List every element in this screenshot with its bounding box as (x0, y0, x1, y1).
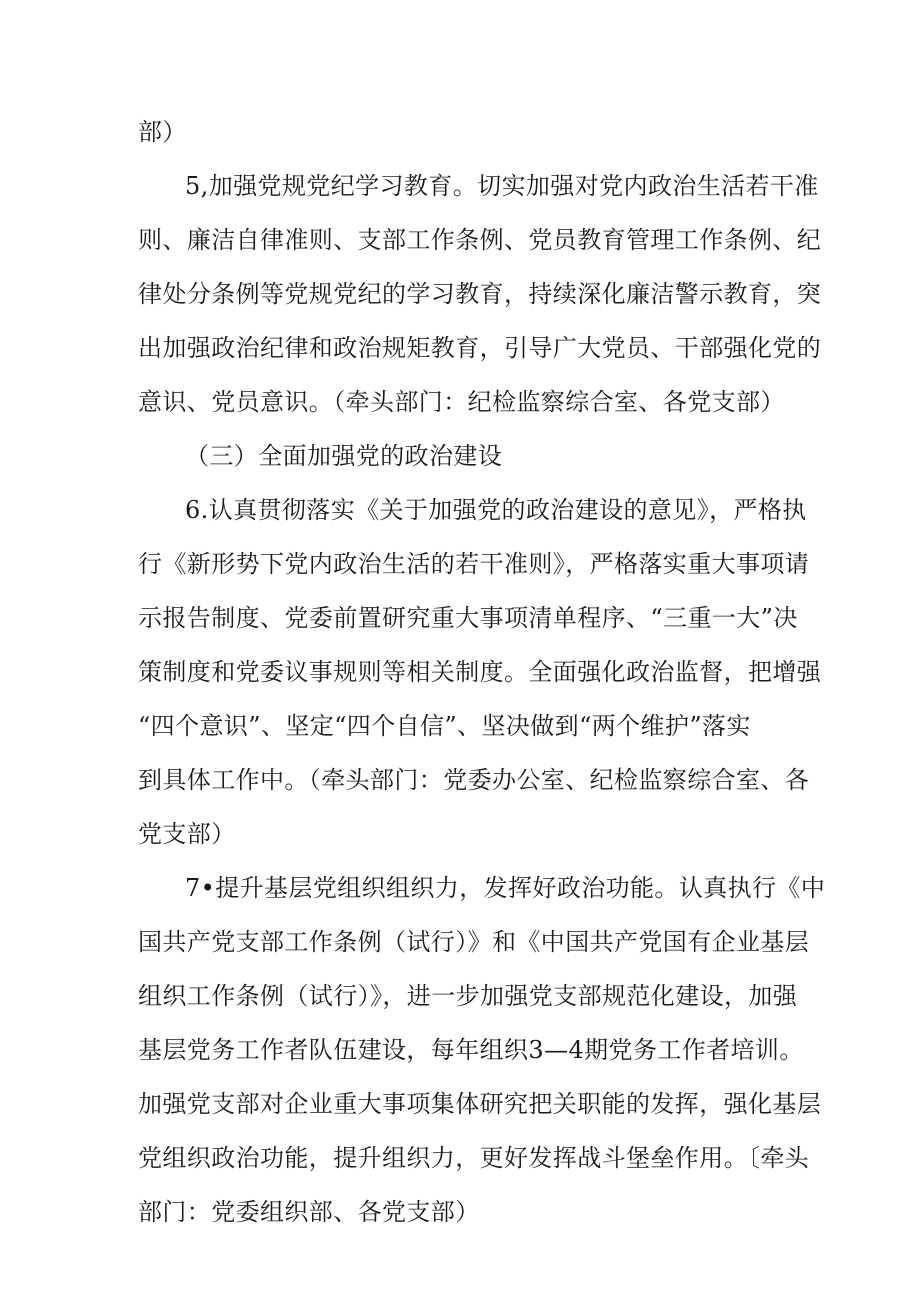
paragraph-7-first-line: 7•提升基层党组织组织力，发挥好政治功能。认真执行《中 (185, 874, 826, 902)
text-line: 党支部） (138, 820, 236, 848)
section-heading: （三）全面加强党的政治建设 (185, 442, 503, 470)
text-line: 部） (138, 118, 187, 146)
text-line: 出加强政治纪律和政治规矩教育，引导广大党员、干部强化党的 (138, 334, 822, 362)
text-line: 基层党务工作者队伍建设，每年组织3—4期党务工作者培训。 (138, 1036, 804, 1064)
text-line: 到具体工作中。（牵头部门：党委办公室、纪检监察综合室、各 (138, 766, 810, 794)
text-line: 部门：党委组织部、各党支部） (138, 1198, 480, 1226)
text-line: 意识、党员意识。（牵头部门：纪检监察综合室、各党支部） (138, 388, 785, 416)
text-line: 国共产党支部工作条例（试行）》和《中国共产党国有企业基层 (138, 928, 810, 956)
text-line: 加强党支部对企业重大事项集体研究把关职能的发挥，强化基层 (138, 1090, 822, 1118)
text-line: 策制度和党委议事规则等相关制度。全面强化政治监督，把增强 (138, 658, 822, 686)
text-line: 则、廉洁自律准则、支部工作条例、党员教育管理工作条例、纪 (138, 226, 822, 254)
text-line: 组织工作条例（试行）》，进一步加强党支部规范化建设，加强 (138, 982, 798, 1010)
paragraph-5-first-line: 5,加强党规党纪学习教育。切实加强对党内政治生活若干准 (185, 172, 819, 200)
text-line: 行《新形势下党内政治生活的若干准则》，严格落实重大事项请 (138, 550, 810, 578)
text-line: 党组织政治功能，提升组织力，更好发挥战斗堡垒作用。〔牵头 (138, 1144, 810, 1172)
text-line: 示报告制度、党委前置研究重大事项清单程序、“三重一大”决 (138, 604, 798, 632)
text-line: “四个意识”、坚定“四个自信”、坚决做到“两个维护”落实 (138, 712, 751, 740)
text-line: 律处分条例等党规党纪的学习教育，持续深化廉洁警示教育，突 (138, 280, 822, 308)
paragraph-6-first-line: 6.认真贯彻落实《关于加强党的政治建设的意见》，严格执 (185, 496, 807, 524)
